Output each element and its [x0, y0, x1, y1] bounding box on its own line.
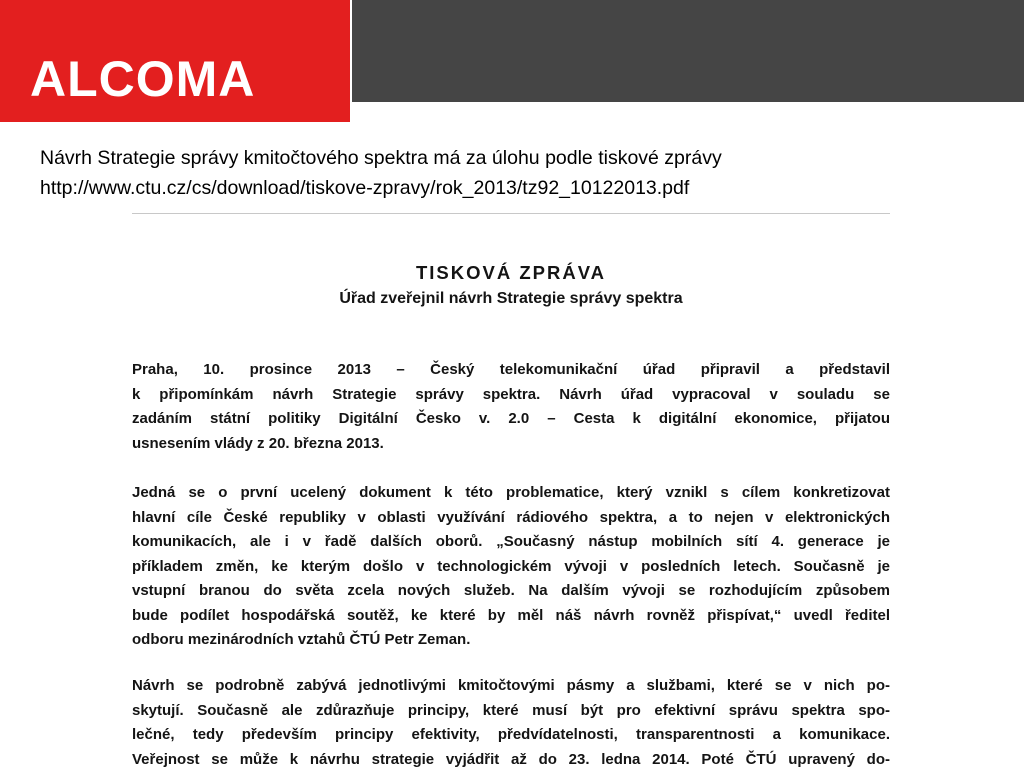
paragraph-line: zadáním státní politiky Digitální Česko v. 2.0 – Cesta k digitální ekonomice, přijatou — [132, 407, 890, 432]
paragraph-line: Praha, 10. prosince 2013 – Český telekomunikační úřad připravil a představil — [132, 358, 890, 383]
paragraph-line: lečné, tedy především principy efektivity, předvídatelnosti, transparentnosti a komunikace. — [132, 723, 890, 748]
document-divider — [132, 213, 890, 214]
header-dark-bar — [352, 0, 1024, 102]
paragraph-line: příkladem změn, ke kterým došlo v technologickém vývoji v posledních letech. Současně je — [132, 555, 890, 580]
intro-text — [40, 143, 1000, 203]
paragraph-3 — [132, 674, 890, 772]
paragraph-line: k připomínkám návrh Strategie správy spektra. Návrh úřad vypracoval v souladu se — [132, 383, 890, 408]
paragraph-line: Návrh se podrobně zabývá jednotlivými kmitočtovými pásmy a službami, které se v nich po- — [132, 674, 890, 699]
paragraph-line: vstupní branou do světa zcela nových služeb. Na dalším vývoji se rozhodujícím způsobem — [132, 579, 890, 604]
paragraph-line: Jedná se o první ucelený dokument k této problematice, který vznikl s cílem konkretizovat — [132, 481, 890, 506]
paragraph-line: bude podílet hospodářská soutěž, ke které by měl náš návrh rovněž přispívat,“ uvedl ředitel — [132, 604, 890, 629]
paragraph-1 — [132, 358, 890, 456]
document-title: TISKOVÁ ZPRÁVA — [132, 261, 890, 285]
press-release-link[interactable]: http://www.ctu.cz/cs/download/tiskove-zpravy/rok_2013/tz92_10122013.pdf — [40, 173, 1000, 203]
paragraph-line: hlavní cíle České republiky v oblasti využívání rádiového spektra, a to nejen v elektronických — [132, 506, 890, 531]
intro-line: Návrh Strategie správy kmitočtového spektra má za úlohu podle tiskové zprávy — [40, 143, 1000, 173]
paragraph-line: odboru mezinárodních vztahů ČTÚ Petr Zeman. — [132, 628, 890, 653]
paragraph-line: komunikacích, ale i v řadě dalších oborů. „Současný nástup mobilních sítí 4. generace je — [132, 530, 890, 555]
document-subtitle: Úřad zveřejnil návrh Strategie správy spektra — [132, 288, 890, 310]
paragraph-2 — [132, 481, 890, 653]
press-release-document — [132, 250, 890, 310]
paragraph-line: Veřejnost se může k návrhu strategie vyjádřit až do 23. ledna 2014. Poté ČTÚ upravený do- — [132, 748, 890, 772]
paragraph-line: skytují. Současně ale zdůrazňuje principy, které musí být pro efektivní správu spektra spo- — [132, 699, 890, 724]
alcoma-logo: ALCOMA — [30, 54, 255, 104]
paragraph-line: usnesením vlády z 20. března 2013. — [132, 432, 890, 457]
header-brand-block — [0, 0, 350, 122]
